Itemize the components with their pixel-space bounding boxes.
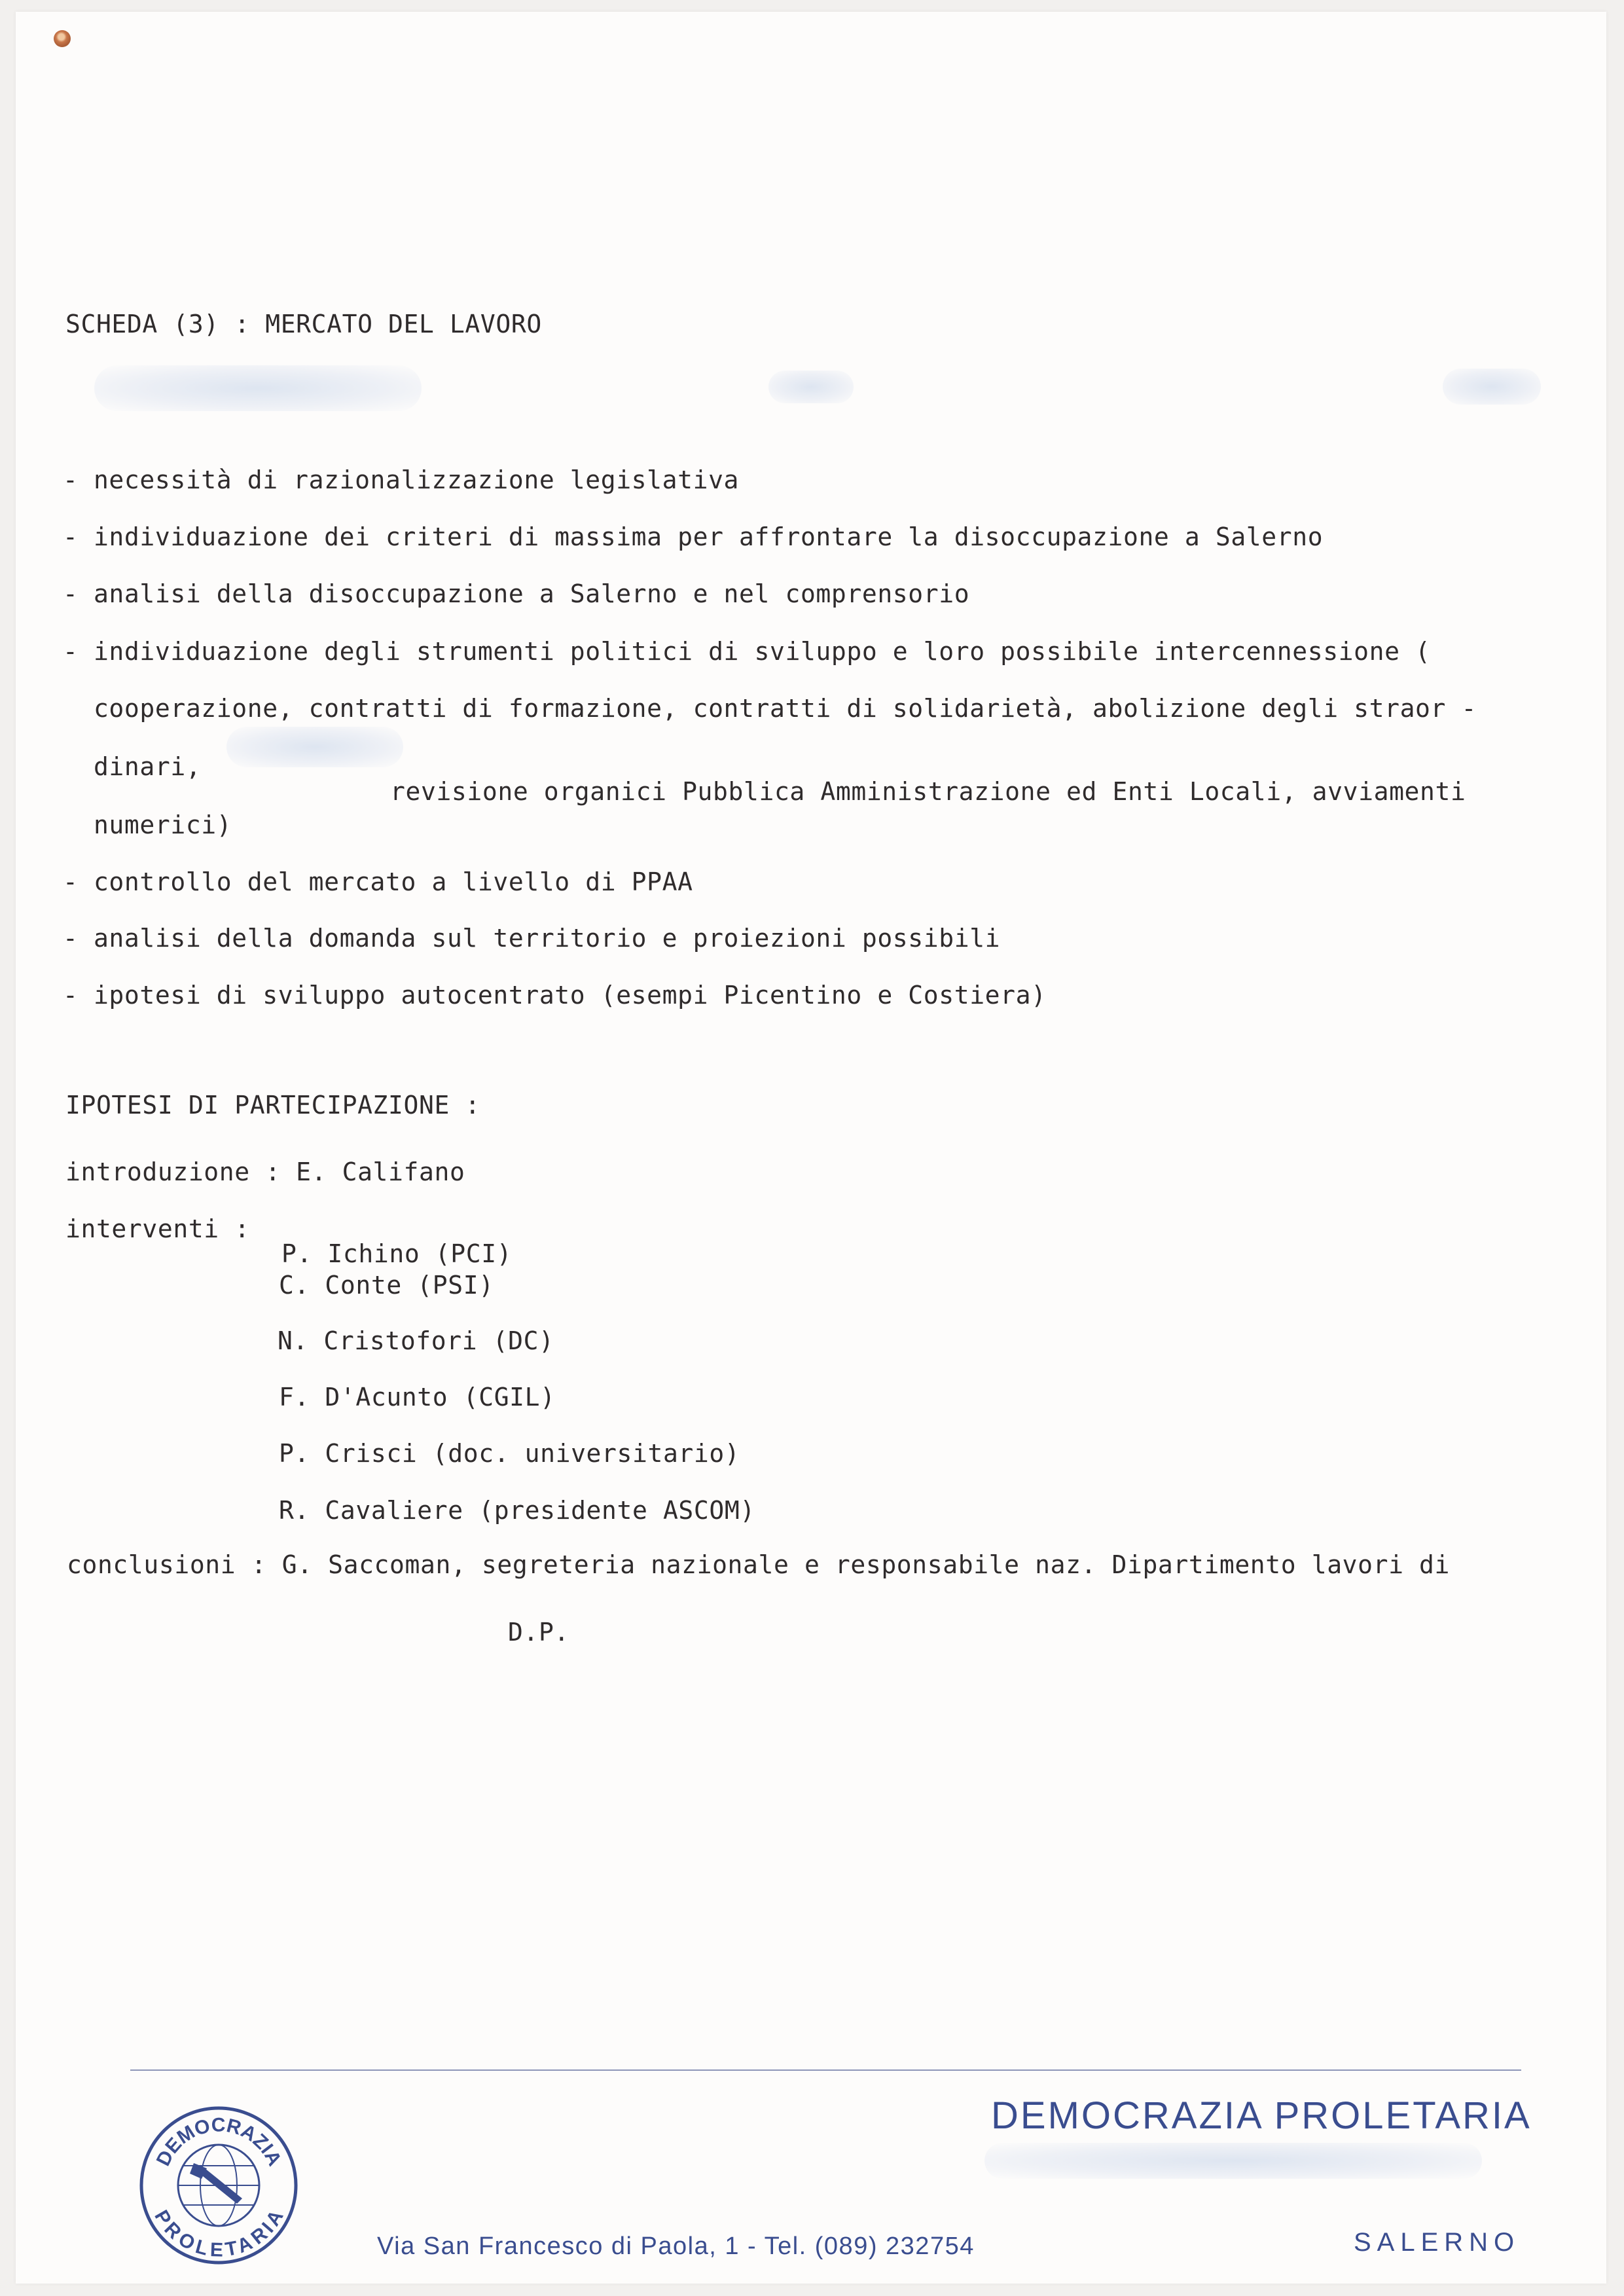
list-item: - analisi della disoccupazione a Salerno e nel comprensorio	[63, 579, 970, 608]
address-line: Via San Francesco di Paola, 1 - Tel. (089) 232754	[377, 2232, 975, 2260]
list-item: - individuazione dei criteri di massima per affrontare la disoccupazione a Salerno	[63, 522, 1324, 551]
list-item-line: numerici)	[63, 811, 232, 839]
participation-heading: IPOTESI DI PARTECIPAZIONE :	[65, 1091, 480, 1120]
list-item: - controllo del mercato a livello di PPAA	[63, 867, 693, 896]
speaker-name: R. Cavaliere (presidente ASCOM)	[279, 1496, 755, 1525]
speaker-name: C. Conte (PSI)	[279, 1271, 494, 1300]
title-text: SCHEDA (3) : MERCATO DEL LAVORO	[65, 310, 542, 338]
whiteout-correction	[226, 727, 403, 767]
document-title	[16, 287, 542, 361]
speaker-name: F. D'Acunto (CGIL)	[279, 1383, 556, 1412]
interventi-label: interventi :	[65, 1214, 266, 1243]
footer-divider	[130, 2069, 1521, 2071]
whiteout-correction	[94, 365, 422, 411]
conclusions-line: D.P.	[508, 1618, 569, 1647]
conclusions-line: conclusioni : G. Saccoman, segreteria nazionale e responsabile naz. Dipartimento lavori di	[67, 1550, 1451, 1579]
org-name: DEMOCRAZIA PROLETARIA	[991, 2094, 1532, 2137]
list-item-line: dinari, revisione organici Pubblica Amministrazione ed Enti Locali, avviamenti	[63, 752, 1466, 806]
paper-sheet	[16, 12, 1606, 2284]
whiteout-correction	[984, 2143, 1482, 2179]
city-name: SALERNO	[1354, 2228, 1521, 2257]
logo-text-top: DEMOCRAZIA	[152, 2114, 286, 2170]
party-logo	[139, 2105, 299, 2266]
introduction-line: introduzione : E. Califano	[65, 1157, 465, 1186]
list-item: - ipotesi di sviluppo autocentrato (esempi Picentino e Costiera)	[63, 981, 1047, 1010]
speaker-name: N. Cristofori (DC)	[278, 1326, 554, 1355]
list-item-line: cooperazione, contratti di formazione, contratti di solidarietà, abolizione degli straor -	[63, 694, 1477, 723]
staple-mark	[54, 30, 71, 47]
whiteout-correction	[1443, 369, 1541, 405]
list-item: - analisi della domanda sul territorio e proiezioni possibili	[63, 924, 1001, 953]
logo-text-bottom: PROLETARIA	[150, 2206, 288, 2261]
speaker-name: P. Ichino (PCI)	[281, 1239, 513, 1268]
whiteout-correction	[768, 371, 854, 403]
list-item-line: - individuazione degli strumenti politici di sviluppo e loro possibile intercennessione (	[63, 637, 1431, 666]
speaker-name: P. Crisci (doc. universitario)	[279, 1439, 740, 1468]
list-item: - necessità di razionalizzazione legislativa	[63, 465, 740, 494]
